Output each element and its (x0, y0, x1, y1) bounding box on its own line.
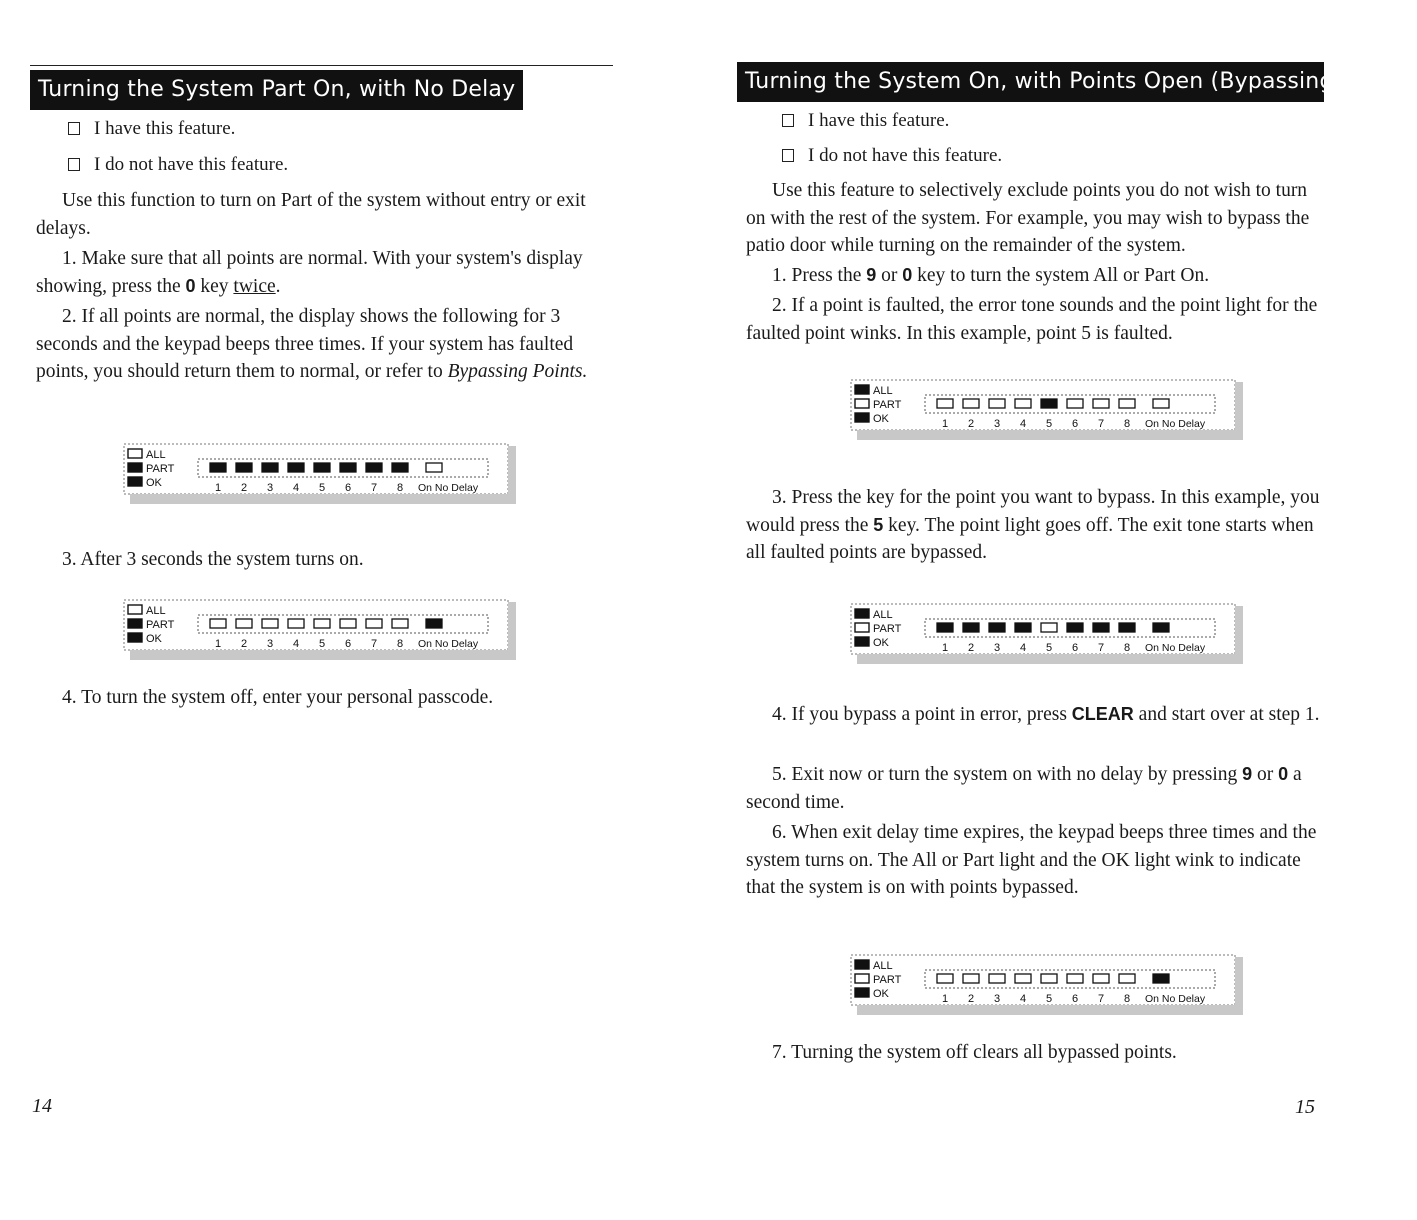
right-step-5: 5. Exit now or turn the system on with no delay by pressing 9 or 0 a second time. (746, 764, 1302, 813)
part-light (855, 623, 869, 632)
part-light (128, 463, 142, 472)
point-light-5 (1041, 399, 1057, 408)
point-number-1: 1 (942, 993, 949, 1005)
right-page (665, 0, 1417, 1220)
point-light-5 (314, 463, 330, 472)
checkbox-icon[interactable] (68, 122, 80, 135)
point-number-4: 4 (1020, 418, 1027, 430)
display-shadow-right (1235, 382, 1243, 438)
left-step-2: 2. If all points are normal, the display shows the following for 3 seconds and the keypad beeps three times. If your system has faulted points, you should return them to normal, or refer to Bypassing Points. (36, 306, 588, 382)
point-number-4: 4 (293, 638, 300, 650)
all-light (855, 385, 869, 394)
point-light-6 (340, 463, 356, 472)
right-step-4: 4. If you bypass a point in error, press CLEAR and start over at step 1. (772, 704, 1320, 725)
all-light (855, 960, 869, 969)
page-number-right: 15 (1295, 1096, 1315, 1118)
keypad-display-5 (847, 951, 1245, 1019)
ok-light (128, 633, 142, 642)
point-number-2: 2 (241, 638, 248, 650)
right-step-6: 6. When exit delay time expires, the keypad beeps three times and the system turns on. The All or Part light and the OK light wink to indicate that the system is on with points bypassed. (746, 822, 1317, 898)
part-label: PART (146, 619, 175, 631)
point-light-2 (963, 399, 979, 408)
left-step-3: 3. After 3 seconds the system turns on. (62, 549, 364, 570)
all-light (855, 609, 869, 618)
point-light-4 (1015, 399, 1031, 408)
part-label: PART (146, 463, 175, 475)
ok-light (128, 477, 142, 486)
point-number-8: 8 (397, 482, 404, 494)
point-light-4 (1015, 623, 1031, 632)
point-light-4 (1015, 974, 1031, 983)
part-light (855, 399, 869, 408)
point-number-1: 1 (215, 638, 222, 650)
checkbox-have-feature[interactable]: I have this feature. (68, 117, 235, 141)
point-light-6 (1067, 399, 1083, 408)
point-light-3 (989, 399, 1005, 408)
point-number-7: 7 (1098, 418, 1105, 430)
point-number-4: 4 (1020, 993, 1027, 1005)
keypad-display-1 (120, 440, 518, 508)
right-step-2: 2. If a point is faulted, the error tone sounds and the point light for the faulted point winks. In this example, point 5 is faulted. (746, 295, 1318, 344)
display-shadow-right (508, 446, 516, 502)
point-number-8: 8 (1124, 642, 1131, 654)
point-light-8 (1119, 399, 1135, 408)
ok-label: OK (146, 633, 162, 645)
point-light-3 (989, 974, 1005, 983)
part-label: PART (873, 623, 902, 635)
point-number-3: 3 (994, 418, 1001, 430)
point-number-8: 8 (1124, 418, 1131, 430)
key-5: 5 (873, 514, 884, 535)
point-number-1: 1 (215, 482, 222, 494)
point-number-1: 1 (942, 418, 949, 430)
part-label: PART (873, 399, 902, 411)
bypassing-points-ref: Bypassing Points. (447, 361, 588, 382)
point-number-7: 7 (371, 482, 378, 494)
on-no-delay-light (426, 463, 442, 472)
point-number-6: 6 (1072, 993, 1079, 1005)
point-light-2 (236, 463, 252, 472)
point-light-5 (1041, 974, 1057, 983)
point-light-8 (392, 463, 408, 472)
point-number-5: 5 (1046, 993, 1053, 1005)
point-number-2: 2 (241, 482, 248, 494)
on-no-delay-label: On No Delay (418, 482, 479, 494)
ok-label: OK (146, 477, 162, 489)
point-light-5 (1041, 623, 1057, 632)
point-light-2 (236, 619, 252, 628)
point-light-8 (1119, 974, 1135, 983)
on-no-delay-light (1153, 399, 1169, 408)
right-step-3: 3. Press the key for the point you want to bypass. In this example, you would press the 5 key. The point light goes off. The exit tone starts when all faulted points are bypassed. (746, 487, 1320, 563)
keypad-display-3 (847, 376, 1245, 444)
all-label: ALL (873, 960, 893, 972)
keypad-display-2 (120, 596, 518, 664)
keypad-display-4 (847, 600, 1245, 668)
right-section-header: Turning the System On, with Points Open (Bypassing Points) (737, 62, 1324, 102)
on-no-delay-light (1153, 974, 1169, 983)
ok-label: OK (873, 988, 889, 1000)
point-number-6: 6 (345, 638, 352, 650)
on-no-delay-light (1153, 623, 1169, 632)
all-light (128, 605, 142, 614)
point-light-7 (366, 463, 382, 472)
header-rule (30, 65, 613, 66)
point-number-3: 3 (267, 638, 274, 650)
checkbox-not-have-feature[interactable]: I do not have this feature. (782, 144, 1002, 168)
checkbox-not-have-feature[interactable]: I do not have this feature. (68, 153, 288, 177)
ok-label: OK (873, 413, 889, 425)
point-light-1 (937, 399, 953, 408)
point-light-1 (937, 974, 953, 983)
point-number-3: 3 (994, 642, 1001, 654)
checkbox-icon[interactable] (782, 149, 794, 162)
key-0: 0 (185, 275, 196, 296)
point-light-5 (314, 619, 330, 628)
point-number-7: 7 (1098, 642, 1105, 654)
point-number-6: 6 (1072, 642, 1079, 654)
point-number-7: 7 (371, 638, 378, 650)
point-number-5: 5 (1046, 642, 1053, 654)
point-number-4: 4 (293, 482, 300, 494)
point-number-5: 5 (1046, 418, 1053, 430)
point-light-1 (937, 623, 953, 632)
point-light-3 (989, 623, 1005, 632)
key-9: 9 (866, 265, 877, 285)
display-shadow-right (1235, 606, 1243, 662)
on-no-delay-light (426, 619, 442, 628)
key-0: 0 (1278, 764, 1289, 784)
display-shadow-bottom (857, 1005, 1243, 1015)
all-label: ALL (146, 605, 166, 617)
page-number-left: 14 (32, 1095, 52, 1117)
checkbox-have-feature[interactable]: I have this feature. (782, 109, 949, 133)
point-light-2 (963, 623, 979, 632)
point-number-1: 1 (942, 642, 949, 654)
point-light-4 (288, 463, 304, 472)
on-no-delay-label: On No Delay (418, 638, 479, 650)
point-number-3: 3 (267, 482, 274, 494)
all-label: ALL (873, 385, 893, 397)
left-intro: Use this function to turn on Part of the system without entry or exit delays. (36, 190, 586, 239)
checkbox-icon[interactable] (782, 114, 794, 127)
part-light (128, 619, 142, 628)
point-number-2: 2 (968, 642, 975, 654)
all-light (128, 449, 142, 458)
ok-label: OK (873, 637, 889, 649)
point-number-2: 2 (968, 993, 975, 1005)
on-no-delay-label: On No Delay (1145, 993, 1206, 1005)
display-shadow-bottom (857, 654, 1243, 664)
point-number-3: 3 (994, 993, 1001, 1005)
point-number-6: 6 (345, 482, 352, 494)
point-light-4 (288, 619, 304, 628)
display-shadow-right (508, 602, 516, 658)
left-step-1: 1. Make sure that all points are normal. With your system's display showing, press the 0 key twice. (36, 248, 583, 297)
point-light-7 (1093, 399, 1109, 408)
ok-light (855, 637, 869, 646)
point-number-5: 5 (319, 482, 326, 494)
key-0: 0 (902, 265, 913, 285)
point-light-6 (1067, 623, 1083, 632)
display-shadow-bottom (130, 494, 516, 504)
part-light (855, 974, 869, 983)
checkbox-icon[interactable] (68, 158, 80, 171)
point-light-1 (210, 463, 226, 472)
on-no-delay-label: On No Delay (1145, 642, 1206, 654)
point-light-6 (340, 619, 356, 628)
point-light-7 (366, 619, 382, 628)
display-shadow-bottom (130, 650, 516, 660)
display-shadow-right (1235, 957, 1243, 1013)
ok-light (855, 413, 869, 422)
point-light-1 (210, 619, 226, 628)
ok-light (855, 988, 869, 997)
right-intro: Use this feature to selectively exclude points you do not wish to turn on with the rest of the system. For example, you may wish to bypass the patio door while turning on the remainder of the system. (746, 180, 1310, 256)
left-section-header: Turning the System Part On, with No Delay (30, 70, 523, 110)
right-step-7: 7. Turning the system off clears all bypassed points. (772, 1042, 1177, 1063)
all-label: ALL (873, 609, 893, 621)
point-number-6: 6 (1072, 418, 1079, 430)
point-number-5: 5 (319, 638, 326, 650)
key-9: 9 (1242, 764, 1253, 784)
point-light-8 (1119, 623, 1135, 632)
point-light-3 (262, 463, 278, 472)
key-clear: CLEAR (1071, 704, 1134, 724)
point-light-6 (1067, 974, 1083, 983)
all-label: ALL (146, 449, 166, 461)
right-step-1: 1. Press the 9 or 0 key to turn the system All or Part On. (772, 265, 1210, 286)
point-light-2 (963, 974, 979, 983)
display-shadow-bottom (857, 430, 1243, 440)
point-number-7: 7 (1098, 993, 1105, 1005)
point-light-7 (1093, 623, 1109, 632)
left-step-4: 4. To turn the system off, enter your personal passcode. (62, 687, 494, 708)
point-number-8: 8 (397, 638, 404, 650)
point-number-4: 4 (1020, 642, 1027, 654)
point-number-8: 8 (1124, 993, 1131, 1005)
part-label: PART (873, 974, 902, 986)
point-light-3 (262, 619, 278, 628)
point-light-7 (1093, 974, 1109, 983)
left-page (0, 0, 665, 1220)
point-light-8 (392, 619, 408, 628)
point-number-2: 2 (968, 418, 975, 430)
on-no-delay-label: On No Delay (1145, 418, 1206, 430)
